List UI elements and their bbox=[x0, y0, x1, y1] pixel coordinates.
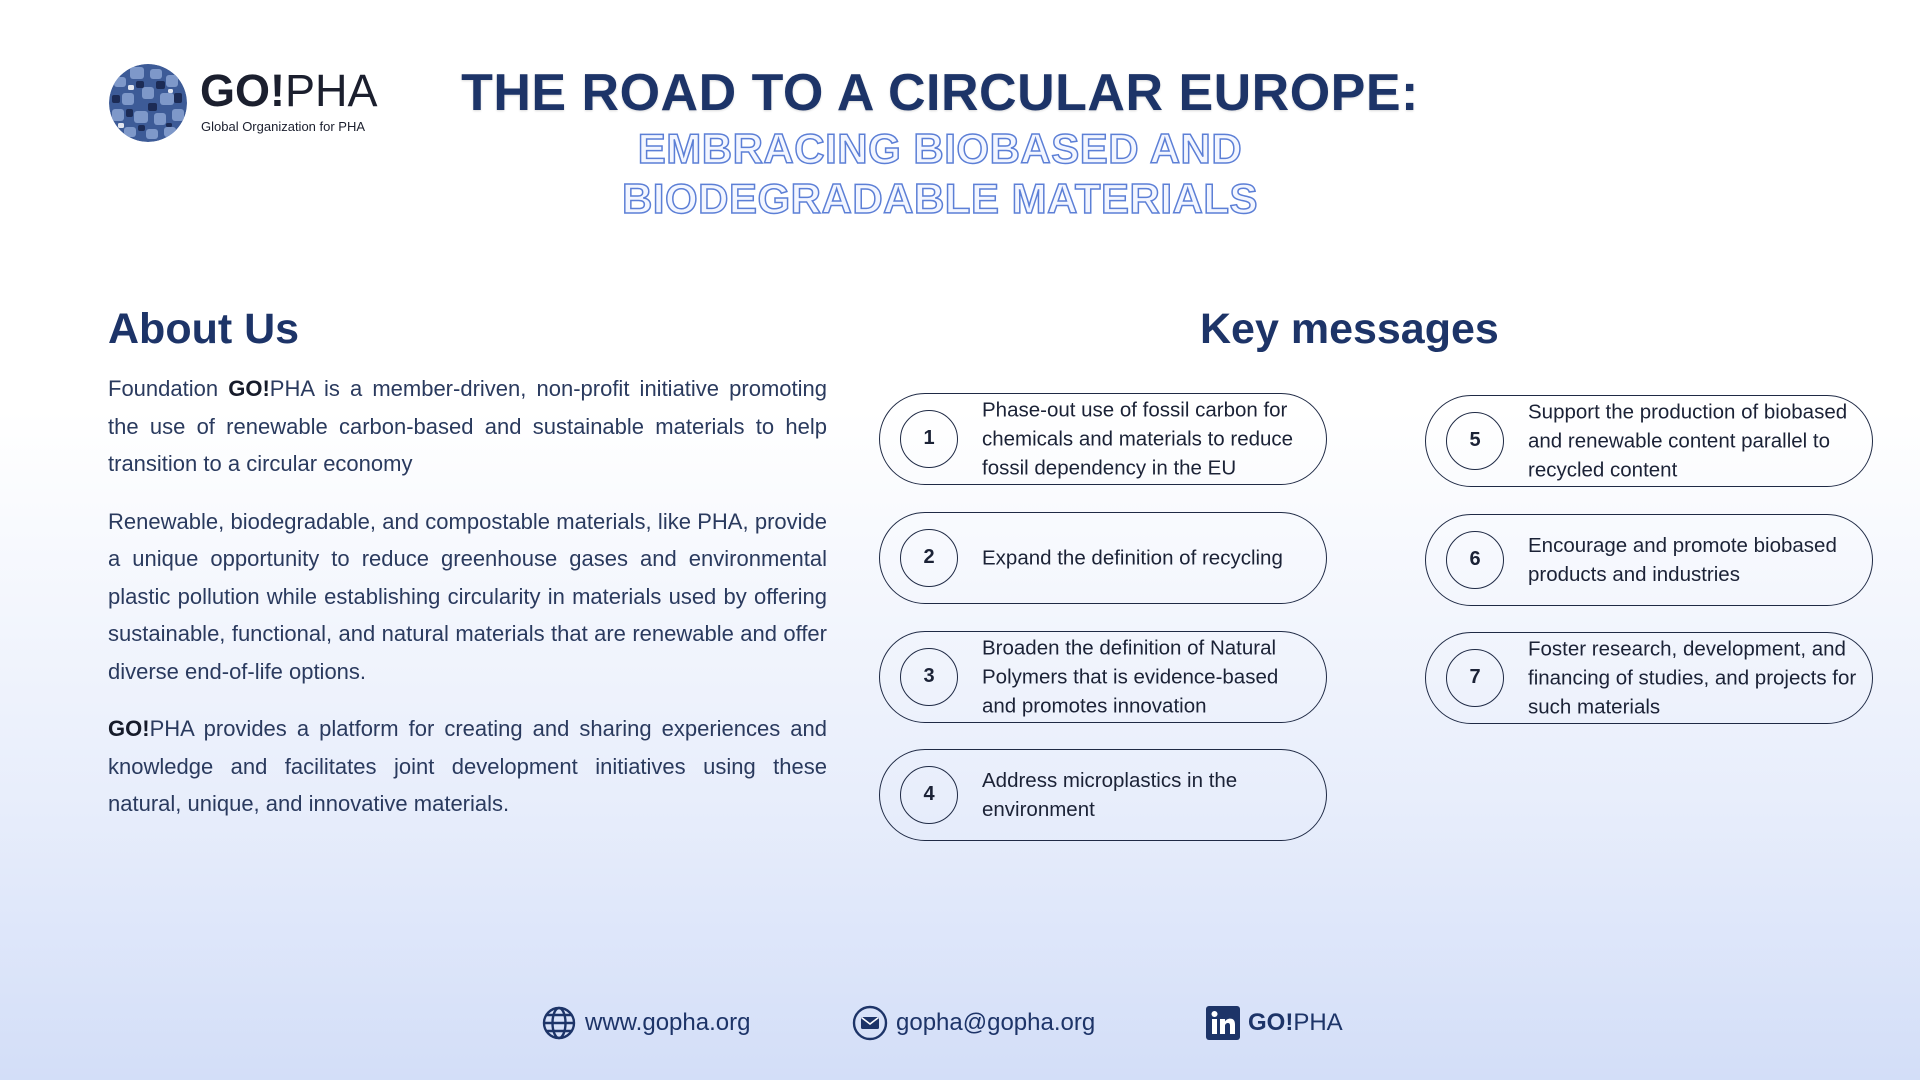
logo-wordmark: GO!PHA bbox=[200, 65, 378, 116]
key-message-7 bbox=[1425, 632, 1873, 724]
key-message-text: Address microplastics in the environment bbox=[982, 769, 1238, 821]
key-message-number: 1 bbox=[900, 410, 958, 468]
key-message-5 bbox=[1425, 395, 1873, 487]
title-sub-line2: BIODEGRADABLE MATERIALS bbox=[621, 175, 1259, 222]
linkedin-text: GO!PHA bbox=[1248, 1009, 1343, 1036]
key-message-number: 6 bbox=[1446, 531, 1504, 589]
key-message-number: 5 bbox=[1446, 412, 1504, 470]
key-message-4 bbox=[879, 749, 1327, 841]
footer-email-link[interactable] bbox=[852, 1005, 1095, 1041]
page-title bbox=[440, 62, 1440, 224]
key-message-6 bbox=[1425, 514, 1873, 606]
key-message-number: 4 bbox=[900, 766, 958, 824]
key-message-2 bbox=[879, 512, 1327, 604]
key-message-text: Expand the definition of recycling bbox=[982, 546, 1283, 570]
about-paragraph-1: Foundation GO!PHA is a member-driven, non-profit initiative promoting the use of renewable carbon-based and sustainable materials to help transition to a circular economy bbox=[108, 376, 827, 476]
logo-subtitle: Global Organization for PHA bbox=[201, 119, 366, 134]
key-message-number: 7 bbox=[1446, 649, 1504, 707]
title-main: THE ROAD TO A CIRCULAR EUROPE: bbox=[461, 64, 1419, 122]
key-message-number: 3 bbox=[900, 648, 958, 706]
key-message-text: Encourage and promote biobased products and industries bbox=[1528, 534, 1837, 586]
key-message-number: 2 bbox=[900, 529, 958, 587]
gopha-globe-logo-icon bbox=[108, 63, 188, 143]
title-sub-line1: EMBRACING BIOBASED AND bbox=[637, 125, 1243, 172]
key-message-3 bbox=[879, 631, 1327, 723]
about-paragraph-3: GO!PHA provides a platform for creating and sharing experiences and knowledge and facilitates joint development initiatives using these natural, unique, and innovative materials. bbox=[108, 716, 827, 816]
logo bbox=[108, 63, 398, 143]
linkedin-icon bbox=[1206, 1006, 1240, 1040]
footer-linkedin-link[interactable] bbox=[1206, 1005, 1343, 1041]
key-messages-heading: Key messages bbox=[1200, 305, 1499, 353]
website-text: www.gopha.org bbox=[585, 1009, 751, 1036]
email-text: gopha@gopha.org bbox=[896, 1009, 1096, 1036]
mail-icon bbox=[852, 1005, 888, 1041]
about-paragraph-2: Renewable, biodegradable, and compostable materials, like PHA, provide a unique opportunity to reduce greenhouse gases and environmental plastic pollution while establishing circularity in materials used by offering sustainable, functional, and natural materials that are renewable and offer diverse end-of-life options. bbox=[108, 508, 827, 684]
key-message-text: Support the production of biobased and renewable content parallel to recycled content bbox=[1528, 400, 1848, 482]
key-message-text: Phase-out use of fossil carbon for chemicals and materials to reduce fossil dependency in the EU bbox=[982, 398, 1294, 480]
about-heading: About Us bbox=[108, 305, 300, 353]
key-message-text: Broaden the definition of Natural Polymers that is evidence-based and promotes innovation bbox=[982, 636, 1279, 718]
globe-icon bbox=[541, 1005, 577, 1041]
about-text bbox=[108, 370, 827, 843]
footer-website-link[interactable] bbox=[541, 1005, 750, 1041]
key-message-1 bbox=[879, 393, 1327, 485]
key-message-text: Foster research, development, and financing of studies, and projects for such materials bbox=[1528, 637, 1857, 719]
